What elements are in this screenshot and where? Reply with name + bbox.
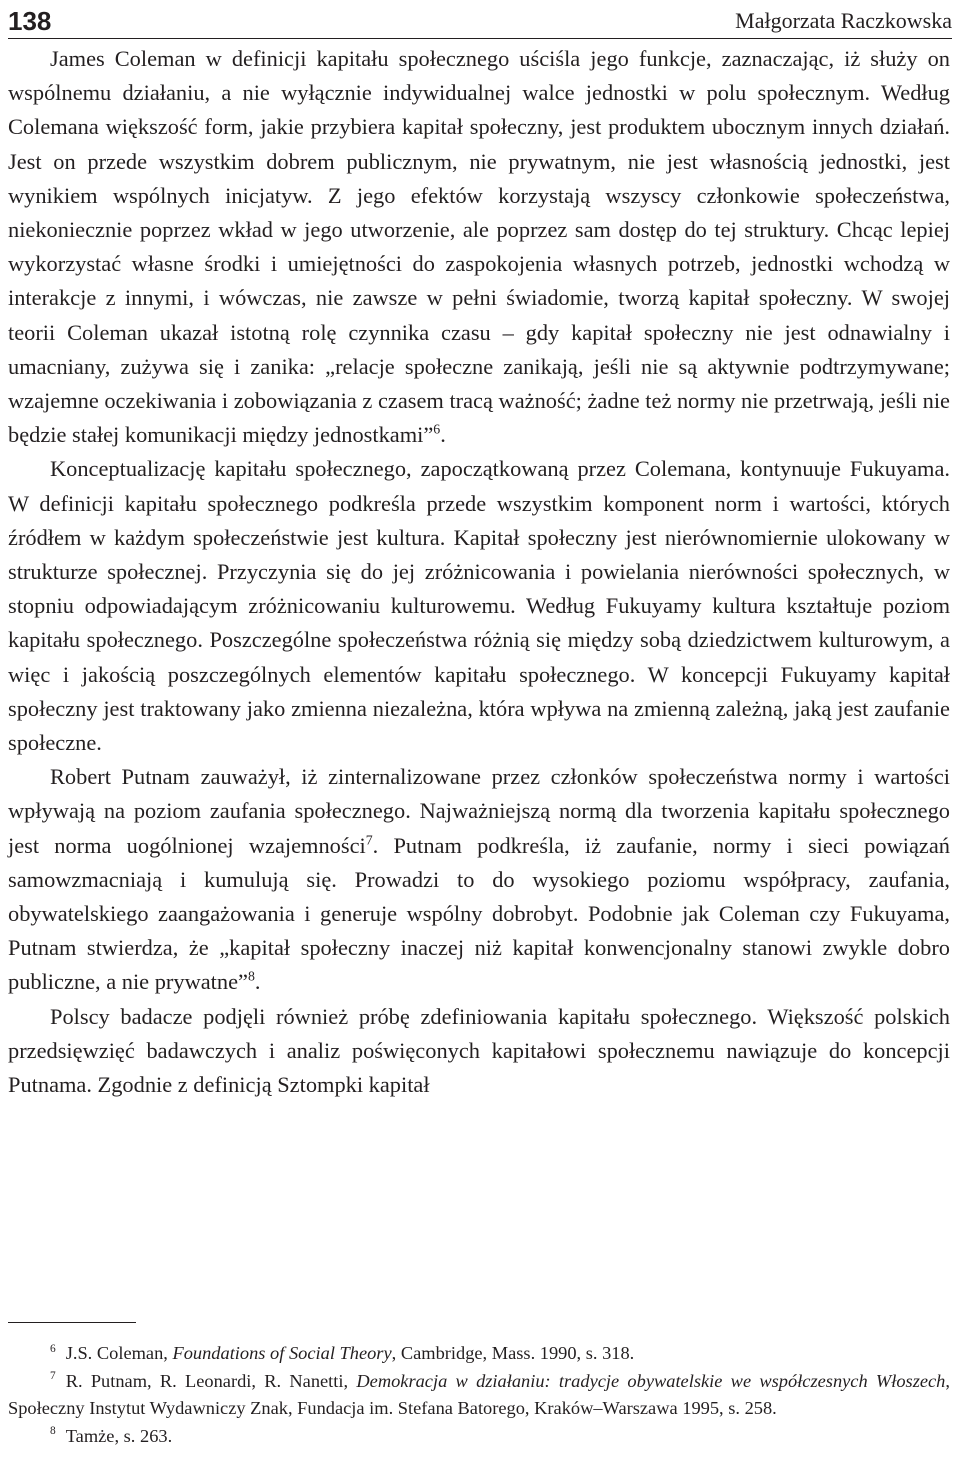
footnote-ref-8[interactable]: 8 <box>247 970 255 986</box>
footnote-text: , Cambridge, Mass. 1990, s. 318. <box>391 1343 635 1363</box>
paragraph-2: Konceptualizację kapitału społecznego, zapoczątkowaną przez Colemana, kontynuuje Fukuyama. W definicji kapitału społecznego podkreśla przede wszystkim komponent norm i wartości, których źródłem w każdym społeczeństwie jest kultura. Kapitał społeczny jest nierównomiernie ulokowany w strukturze społecznej. Przyczynia się do jej zróżnicowania i powielania nierówności społecznych, w stopniu odpowiadającym zróżnicowaniu kulturowemu. Według Fukuyamy kultura kształtuje poziom kapitału społecznego. Poszczególne społeczeństwa różnią się między sobą dziedzictwem kulturowym, a więc i jakością poszczególnych elementów kapitału społecznego. W koncepcji Fukuyamy kapitał społeczny jest traktowany jako zmienna niezależna, która wpływa na zmienną zależną, jaką jest zaufanie społeczne. <box>8 456 950 756</box>
footnote-separator <box>8 1322 136 1323</box>
page-number: 138 <box>8 6 52 36</box>
paragraph-3-end: . <box>254 969 261 995</box>
footnote-mark: 8 <box>50 1425 56 1438</box>
paragraph-3-text-b: . Putnam podkreśla, iż zaufanie, normy i sieci powiązań samowzmacniają i kumulują się. Prowadzi to do wysokiego poziomu współpracy, zaufania, obywatelskiego zaangażowania i generuje wspólny dobrobyt. Podobnie jak Coleman czy Fukuyama, Putnam stwierdza, że „kapitał społeczny inaczej niż kapitał konwencjonalny stanowi zwykle dobro publiczne, a nie prywatne” <box>8 832 950 995</box>
footnote-ref-6[interactable]: 6 <box>433 422 441 438</box>
paragraph-3 <box>8 760 950 999</box>
footnote-title: Demokracja w działaniu: tradycje obywatelskie we współczesnych Włoszech <box>356 1370 946 1391</box>
footnote-7 <box>8 1368 950 1423</box>
footnote-text: J.S. Coleman, <box>65 1343 173 1363</box>
paragraph-3-text-a: Robert Putnam zauważył, iż zinternalizowane przez członków społeczeństwa normy i wartości wpływają na poziom zaufania społecznego. Najważniejszą normą dla tworzenia kapitału społecznego jest norma uogólnionej wzajemności <box>8 764 950 858</box>
footnotes <box>8 1340 950 1450</box>
footnote-text: , Społeczny Instytut Wydawniczy Znak, Fundacja im. Stefana Batorego, Kraków–Warszawa 1995, s. 258. <box>8 1370 950 1418</box>
footnote-mark: 7 <box>50 1370 56 1383</box>
footnote-text: R. Putnam, R. Leonardi, R. Nanetti, <box>65 1370 357 1391</box>
footnote-text: Tamże, s. 263. <box>65 1425 173 1446</box>
footnote-ref-7[interactable]: 7 <box>365 833 373 849</box>
paragraph-1-text: James Coleman w definicji kapitału społecznego uściśla jego funkcje, zaznaczając, iż służy on wspólnemu działaniu, a nie wyłącznie indywidualnej walce jednostki w polu społecznym. Według Colemana większość form, jakie przybiera kapitał społeczny, jest produktem ubocznym innych działań. Jest on przede wszystkim dobrem publicznym, nie prywatnym, nie jest własnością jednostki, jest wynikiem wspólnych inicjatyw. Z jego efektów korzystają wszyscy członkowie społeczeństwa, niekoniecznie poprzez wkład w jego utworzenie, ale poprzez sam dostęp do tej struktury. Chcąc lepiej wykorzystać własne środki i umiejętności do zaspokojenia własnych potrzeb, jednostki wchodzą w interakcje z innymi, i wówczas, nie zawsze w pełni świadomie, tworzą kapitał społeczny. W swojej teorii Coleman ukazał istotną rolę czynnika czasu – gdy kapitał społeczny nie jest odnawialny i umacniany, zużywa się i zanika: „relacje społeczne zanikają, jeśli nie są aktywnie podtrzymywane; wzajemne oczekiwania i zobowiązania z czasem tracą ważność; żadne też normy nie przetrwają, jeśli nie będzie stałej komunikacji między jednostkami” <box>8 46 950 448</box>
running-head-author: Małgorzata Raczkowska <box>735 8 952 33</box>
page-header <box>8 0 952 39</box>
footnote-title: Foundations of Social Theory <box>172 1343 392 1363</box>
footnote-8 <box>8 1423 950 1451</box>
footnote-mark: 6 <box>50 1342 56 1355</box>
paragraph-1-end: . <box>440 422 446 448</box>
paragraph-1 <box>8 42 950 452</box>
paragraph-4: Polscy badacze podjęli również próbę zdefiniowania kapitału społecznego. Większość polskich przedsięwzięć badawczych i analiz poświęconych kapitałowi społecznemu nawiązuje do koncepcji Putnama. Zgodnie z definicją Sztompki kapitał <box>8 1003 950 1098</box>
footnote-6 <box>8 1340 950 1368</box>
body-text <box>8 42 950 1102</box>
